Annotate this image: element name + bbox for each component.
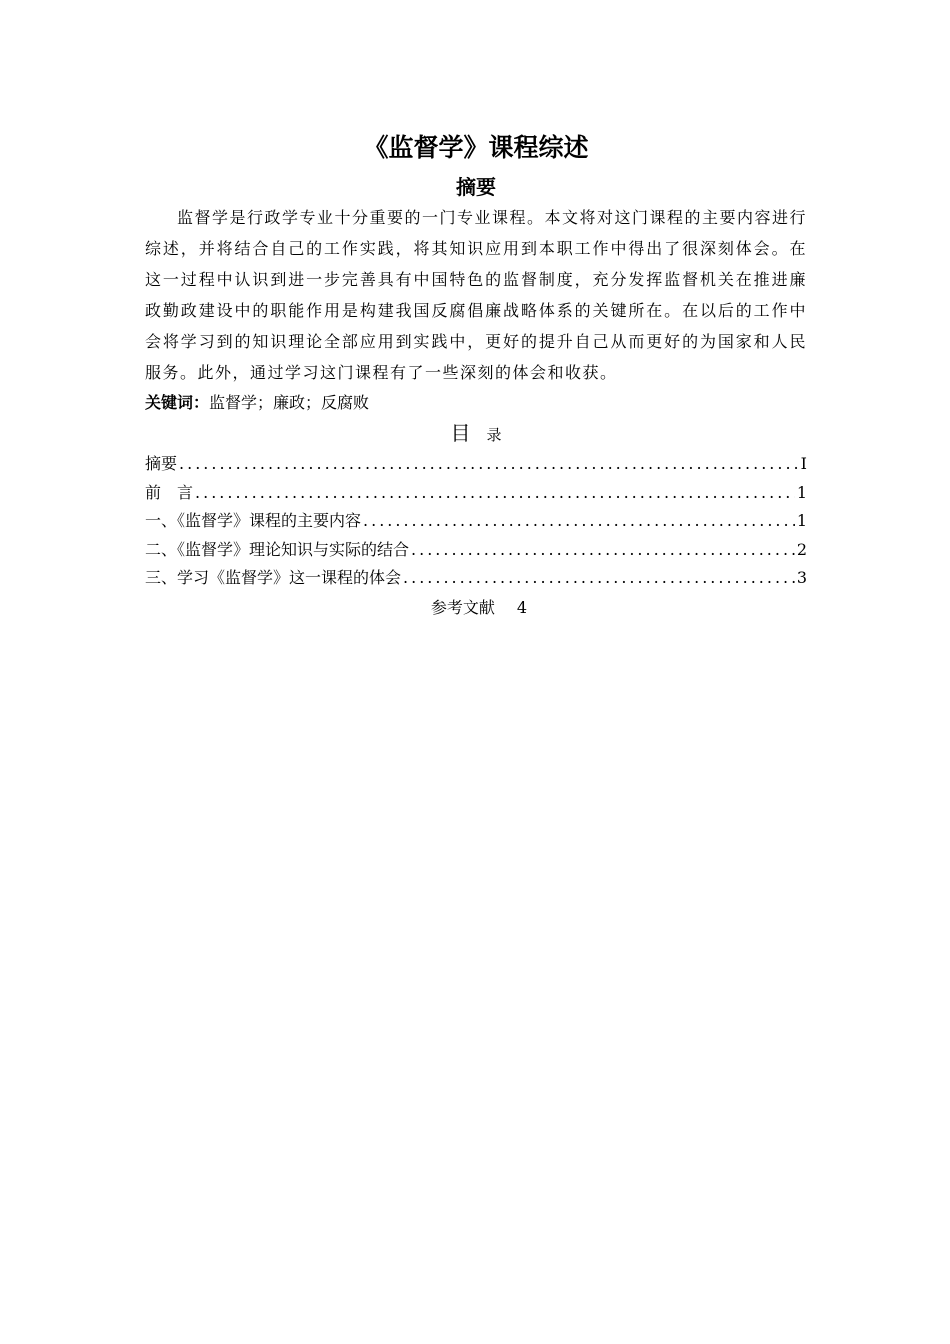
toc-entry-title: 前 言 bbox=[145, 482, 194, 502]
toc-entry-section-2[interactable] bbox=[145, 536, 807, 565]
toc-entry-page: I bbox=[800, 454, 807, 473]
toc-entry-preface[interactable] bbox=[145, 479, 807, 508]
toc-entry-title: 三、学习《监督学》这一课程的体会 bbox=[145, 568, 402, 587]
keywords-text: 监督学；廉政；反腐败 bbox=[209, 393, 370, 412]
toc-entry-title: 一、《监督学》课程的主要内容 bbox=[145, 511, 362, 530]
toc-entry-title: 摘要 bbox=[145, 454, 178, 473]
toc-list bbox=[145, 450, 807, 593]
toc-entry-section-1[interactable] bbox=[145, 507, 807, 536]
toc-entry-page: 1 bbox=[796, 482, 807, 502]
toc-entry-references[interactable] bbox=[145, 593, 807, 623]
references-page: 4 bbox=[516, 597, 528, 617]
toc-leader-dots bbox=[179, 450, 799, 479]
abstract-heading: 摘要 bbox=[456, 175, 496, 199]
toc-entry-page: 3 bbox=[796, 568, 807, 587]
references-label: 参考文献 bbox=[430, 597, 495, 617]
toc-entry-section-3[interactable] bbox=[145, 564, 807, 593]
toc-heading-small: 录 bbox=[486, 426, 502, 444]
keywords-line bbox=[145, 388, 807, 418]
toc-entry-page: 2 bbox=[796, 539, 807, 559]
toc-leader-dots bbox=[411, 536, 795, 565]
toc-heading-main: 目 bbox=[450, 421, 471, 445]
document-page bbox=[145, 128, 807, 623]
toc-entry-abstract[interactable] bbox=[145, 450, 807, 479]
document-title: 《监督学》课程综述 bbox=[363, 133, 589, 162]
toc-leader-dots bbox=[195, 479, 795, 508]
toc-heading bbox=[145, 418, 807, 448]
abstract-text: 监督学是行政学专业十分重要的一门专业课程。本文将对这门课程的主要内容进行综述，并将结合自己的工作实践，将其知识应用到本职工作中得出了很深刻体会。在这一过程中认识到进一步完善具有中国特色的监督制度，充分发挥监督机关在推进廉政勤政建设中的职能作用是构建我国反腐倡廉战略体系的关键所在。在以后的工作中会将学习到的知识理论全部应用到实践中，更好的提升自己从而更好的为国家和人民服务。此外，通过学习这门课程有了一些深刻的体会和收获。 bbox=[145, 208, 808, 382]
keywords-label: 关键词： bbox=[145, 393, 210, 412]
toc-leader-dots bbox=[403, 564, 795, 593]
toc-entry-page: 1 bbox=[796, 511, 807, 530]
toc-leader-dots bbox=[363, 507, 795, 536]
toc-entry-title: 二、《监督学》理论知识与实际的结合 bbox=[145, 539, 410, 559]
